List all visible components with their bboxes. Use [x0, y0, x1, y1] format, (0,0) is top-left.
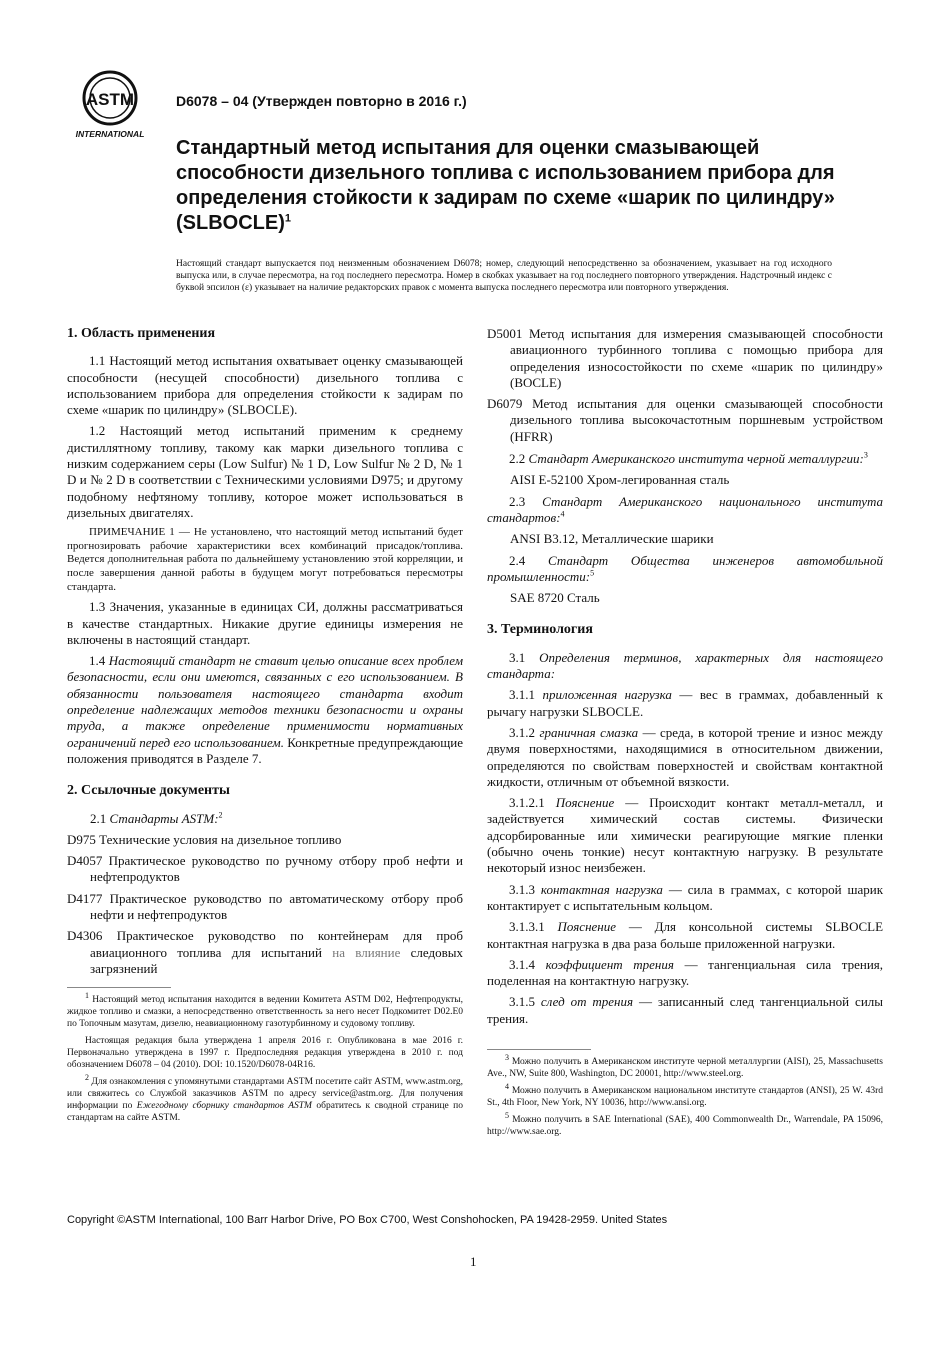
ansi-item: ANSI B3.12, Металлические шарики: [510, 531, 714, 547]
document-title: [176, 136, 856, 236]
footnote-2: [67, 1073, 464, 1124]
d4306-faded-text: на влияние: [332, 944, 401, 960]
t3-1-label: Определения терминов, характерных для настоящего стандарта:: [487, 649, 884, 682]
term-3-1-3-1: [487, 919, 883, 952]
fn2-italic-text: Ежегодному сборнику стандартов ASTM: [136, 1101, 312, 1112]
section-3-heading: 3. Терминология: [487, 622, 593, 638]
t3-1-1-term: приложенная нагрузка: [542, 687, 672, 703]
t3-1-1-definition: — вес в граммах, добавленный к рычагу нагрузки SLBOCLE.: [487, 687, 883, 719]
page-number: 1: [470, 1254, 477, 1269]
title-footnote-marker: 1: [284, 212, 292, 225]
d4306-end-text: следовых загрязнений: [90, 944, 463, 976]
left-column: [67, 326, 463, 1129]
t3-1-3-1-definition: — Для консольной системы SLBOCLE контактная нагрузка в два раза больше приложенной нагрузки.: [487, 919, 884, 951]
p1-4-rest: Конкретные предупреждающие положения приводятся в Разделе 7.: [67, 734, 463, 766]
t3-1-2-definition: — среда, в которой трение и износ между двумя поверхностями, находящимися в относительном движении, определяются по свойствам поверхностей и свойствам контактной жидкости, отличным от объемной вязкости.: [487, 724, 883, 789]
t3-1-5-definition: — записанный след тангенциальной силы трения.: [487, 994, 883, 1026]
footnote-4: [487, 1081, 884, 1109]
fn3-marker: 3: [505, 1052, 509, 1062]
s2-3-number: 2.3: [509, 493, 526, 509]
s2-4-number: 2.4: [509, 552, 526, 568]
p1-4-safety-text: Настоящий стандарт не ставит целью описание всех проблем безопасности, если они имеются, связанных с его использованием. В обязанности пользователя настоящего стандарта входит определение надлежащих методов техники безопасности и охраны труда, а также определение применимости нормативных ограничений перед его использованием.: [67, 653, 463, 750]
subsection-2-2: [487, 451, 883, 467]
section-1-heading: 1. Область применения: [67, 326, 216, 341]
s2-2-label: Стандарт Американского института черной металлургии:: [528, 451, 864, 467]
reference-item: D4177 Практическое руководство по автоматическому отбору проб нефти и нефтепродуктов: [67, 890, 463, 922]
footnote-divider: [487, 1049, 591, 1050]
s2-4-footnote-marker: 5: [590, 568, 595, 578]
fn3-text: Можно получить в Американском институте черной металлургии (AISI), 25, Massachusetts Ave., NW, Suite 800, Washington, DC 20001, http://www.steel.org.: [487, 1056, 884, 1079]
footnote-3: [487, 1052, 884, 1080]
t3-1-3-definition: — сила в граммах, с которой шарик контактирует с испытательным кольцом.: [487, 881, 884, 913]
t3-1-2-1-definition: — Происходит контакт металл-металл, и задействуется химический состав системы. Физически адсорбированные или химически реагирующие мягкие пленки (обычно очень тонкие) несут контактную нагрузку. В результате некоторый износ неизбежен.: [487, 795, 883, 876]
t3-1-4-number: 3.1.4: [509, 956, 535, 972]
t3-1-2-term: граничная смазка: [539, 724, 639, 740]
s2-4-label: Стандарт Общества инженеров автомобильной промышленности:: [487, 552, 883, 584]
document-designation: D6078 – 04 (Утвержден повторно в 2016 г.): [176, 93, 467, 109]
paragraph-1-4: [67, 653, 463, 767]
footnote-divider: [67, 987, 171, 988]
t3-1-3-1-term: Пояснение: [557, 919, 617, 935]
term-3-1-3: [487, 882, 883, 915]
t3-1-5-number: 3.1.5: [509, 994, 535, 1010]
term-3-1-2-1: [487, 795, 883, 876]
p1-4-number: 1.4: [89, 653, 106, 669]
term-3-1-4: [487, 957, 883, 990]
s2-2-footnote-marker: 3: [863, 450, 868, 460]
t3-1-1-number: 3.1.1: [509, 687, 535, 703]
t3-1-5-term: след от трения: [540, 994, 634, 1010]
reference-item: D975 Технические условия на дизельное топливо: [67, 831, 342, 847]
s2-3-label: Стандарт Американского национального института стандартов:: [487, 493, 884, 525]
paragraph-1-1: 1.1 Настоящий метод испытания охватывает оценку смазывающей способности (несущей способности) дизельного топлива с использованием прибора для определения стойкости к задирам по схеме «шарик по цилиндру» (SLBOCLE).: [67, 353, 463, 418]
subsection-2-4: [487, 553, 883, 586]
right-column: [487, 326, 883, 1143]
t3-1-2-number: 3.1.2: [509, 724, 535, 740]
s2-1-footnote-marker: 2: [218, 810, 223, 820]
fn2-marker: 2: [85, 1073, 89, 1083]
fn2-text: Для ознакомления с упомянутыми стандартами ASTM посетите сайт ASTM, www.astm.org, или свяжитесь со Службой заказчиков ASTM по адресу service@astm.org. Для получения информации по: [67, 1077, 463, 1112]
fn5-text: Можно получить в SAE International (SAE), 400 Commonwealth Dr., Warrendale, PA 15096, http://www.sae.org.: [487, 1114, 884, 1137]
d4306-text: D4306 Практическое руководство по контейнерам для проб авиационного топлива для испытаний: [67, 928, 463, 960]
term-3-1: [487, 650, 883, 683]
s2-1-number: 2.1: [90, 810, 107, 826]
t3-1-number: 3.1: [509, 649, 526, 665]
paragraph-1-2: 1.2 Настоящий метод испытаний применим к среднему дистиллятному топливу, такому как марки дизельного топлива с низким содержанием серы (Low Sulfur) № 1 D, Low Sulfur № 2 D, № 1 D и № 2 D в соответствии с Техническими условиями D975; и другому подобному нефтяному топливу, которое может использоваться в дизельных двигателях.: [67, 423, 463, 520]
fn5-marker: 5: [505, 1110, 509, 1120]
t3-1-2-1-term: Пояснение: [555, 795, 615, 811]
term-3-1-1: [487, 687, 883, 720]
term-3-1-5: [487, 994, 883, 1027]
reference-item-d4306: [67, 928, 463, 977]
reference-item-d6079: D6079 Метод испытания для оценки смазывающей способности дизельного топлива высокочастотным поршневым устройством (HFRR): [487, 396, 883, 444]
fn1-marker: 1: [85, 991, 89, 1001]
t3-1-3-1-number: 3.1.3.1: [509, 919, 545, 935]
fn4-text: Можно получить в Американском национальном институте стандартов (ANSI), 25 W. 43rd St., 4th Floor, New York, NY 10036, http://www.ansi.org.: [487, 1085, 884, 1108]
copyright-footer: Copyright ©ASTM International, 100 Barr Harbor Drive, PO Box C700, West Conshohocken, PA 19428-2959. United States: [67, 1214, 668, 1226]
reference-item: D4057 Практическое руководство по ручному отбору проб нефти и нефтепродуктов: [67, 853, 463, 885]
t3-1-3-number: 3.1.3: [509, 881, 535, 897]
reference-item-d5001: D5001 Метод испытания для измерения смазывающей способности авиационного турбинного топлива с помощью прибора для определения износостойкости по схеме «шарик по цилиндру» (BOCLE): [487, 326, 883, 390]
astm-logo-graphic: [72, 66, 156, 140]
section-2-heading: 2. Ссылочные документы: [67, 783, 230, 799]
footnote-1-revision: Настоящая редакция была утверждена 1 апреля 2016 г. Опубликована в мае 2016 г. Первоначально утверждена в 1997 г. Предпоследняя редакция утверждена в 2010 г. под обозначением D6078 – 04 (2010). DOI: 10.1520/D6078-04R16.: [67, 1036, 463, 1071]
term-3-1-2: [487, 725, 883, 790]
fn4-marker: 4: [505, 1081, 509, 1091]
logo-text: ASTM: [85, 90, 135, 109]
note-1: ПРИМЕЧАНИЕ 1 — Не установлено, что настоящий метод испытаний будет прогнозировать рабочие характеристики всех комбинаций присадок/топлива. Ведется дополнительная работа по дальнейшему установлению этой корреляции, и после завершения данной работы в будущем могут потребоваться пересмотры стандарта.: [67, 526, 463, 593]
s2-3-footnote-marker: 4: [560, 509, 565, 519]
t3-1-2-1-number: 3.1.2.1: [509, 795, 545, 811]
t3-1-3-term: контактная нагрузка: [540, 881, 663, 897]
footnote-5: [487, 1110, 884, 1138]
logo-subtext: INTERNATIONAL: [75, 129, 145, 139]
s2-2-number: 2.2: [509, 451, 526, 467]
subsection-2-1: [67, 811, 463, 827]
fn1-text: Настоящий метод испытания находится в ведении Комитета ASTM D02, Нефтепродукты, жидкое топливо и смазки, а непосредственно ответственность за него несет Подкомитет D02.E0 по Топочным мазутам, дизелю, неавиационному газотурбинному и судовому топливу.: [67, 995, 463, 1030]
paragraph-1-3: 1.3 Значения, указанные в единицах СИ, должны рассматриваться в качестве стандартных. Никакие другие единицы измерения не включены в настоящий стандарт.: [67, 599, 463, 647]
s2-1-label: Стандарты ASTM:: [109, 810, 219, 826]
subsection-2-3: [487, 494, 883, 527]
title-text: Стандартный метод испытания для оценки смазывающей способности дизельного топлива с использованием прибора для определения стойкости к задирам по схеме «шарик по цилиндру» (SLBOCLE): [176, 137, 835, 234]
sae-item: SAE 8720 Сталь: [510, 590, 600, 606]
t3-1-4-definition: — тангенциальная сила трения, поделенная на контактную нагрузку.: [487, 956, 884, 989]
fn2-text-end: обратитесь к сводной странице по стандартам на сайте ASTM.: [67, 1101, 464, 1124]
footnote-1: [67, 991, 463, 1030]
aisi-item: AISI E-52100 Хром-легированная сталь: [510, 472, 730, 488]
t3-1-4-term: коэффициент трения: [545, 956, 674, 972]
astm-logo: [72, 66, 156, 140]
issuance-statement: Настоящий стандарт выпускается под неизменным обозначением D6078; номер, следующий непосредственно за обозначением, указывает на год исходного выпуска или, в случае пересмотра, на год последнего пересмотра. Номер в скобках указывает на год последнего повторного утверждения. Надстрочный индекс с буквой эпсилон (ε) указывает на наличие редакторских правок с момента выпуска последнего пересмотра или повторного утверждения.: [176, 259, 832, 294]
